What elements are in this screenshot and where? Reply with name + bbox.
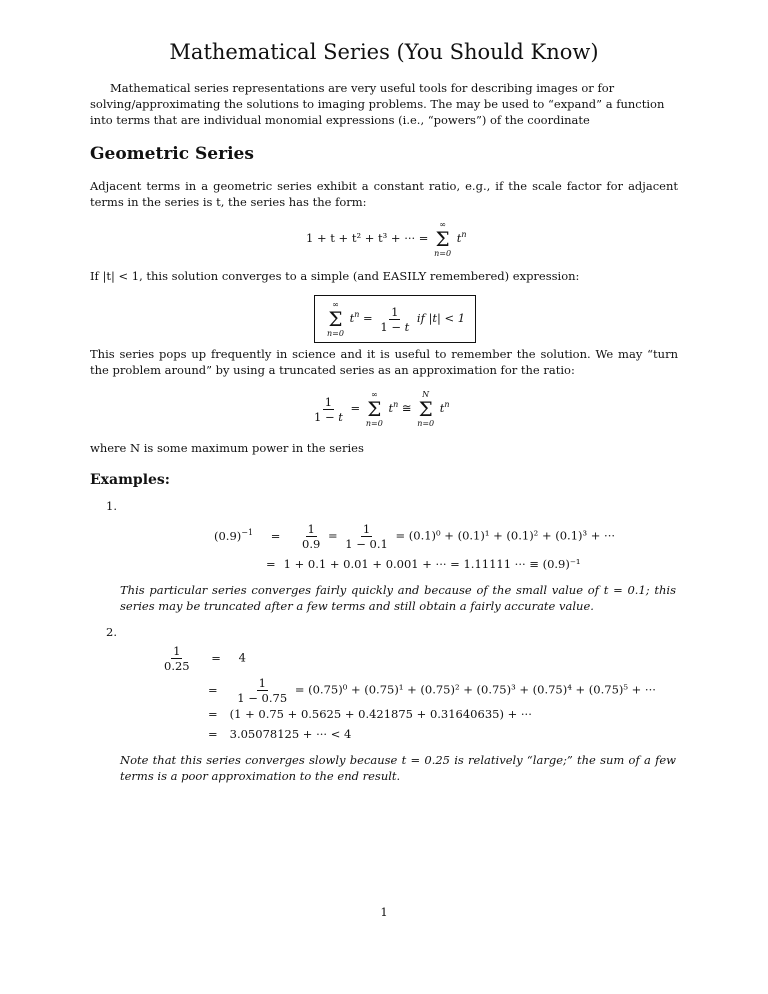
page-title: Mathematical Series (You Should Know): [169, 40, 599, 64]
sum-symbol: ∞ Σ n=0: [434, 220, 452, 258]
example-2-value: 4: [238, 650, 246, 665]
example-2-line-3: = (1 + 0.75 + 0.5625 + 0.421875 + 0.31640635) + ···: [208, 707, 532, 721]
geometric-series-lhs: 1 + t + t² + t³ + ··· =: [306, 231, 429, 245]
fraction: $\frac{1}{1 - 0.1}$: [345, 522, 388, 551]
example-2-expansion: = (0.75)⁰ + (0.75)¹ + (0.75)² + (0.75)³ + (0.75)⁴ + (0.75)⁵ + ···: [294, 682, 656, 697]
page-number: 1: [380, 905, 388, 919]
sum-symbol: N Σ n=0: [417, 390, 435, 428]
fraction: $\frac{1}{1 - t}$: [314, 394, 343, 424]
geometric-series-equation: 1 + t + t² + t³ + ··· = ∞ Σ n=0 $t^n$: [306, 220, 467, 258]
geometric-para-3: This series pops up frequently in science and it is useful to remember the solution. We may “turn the problem around” by using a truncated series as an approximation for the ratio:: [90, 347, 678, 377]
example-2-line-1: $\frac{1}{0.25}$ = 4: [164, 644, 246, 673]
geometric-para-2: If |t| < 1, this solution converges to a simple (and EASILY remembered) expression:: [90, 269, 580, 283]
example-2-line-2: = $\frac{1}{1 - 0.75}$ = (0.75)⁰ + (0.75)¹ + (0.75)² + (0.75)³ + (0.75)⁴ + (0.75)⁵ + ···: [208, 676, 656, 705]
fraction: $\frac{1}{1 - t}$: [380, 304, 410, 334]
example-1-expansion: = (0.1)⁰ + (0.1)¹ + (0.1)² + (0.1)³ + ···: [395, 528, 616, 543]
geometric-para-4: where N is some maximum power in the series: [90, 441, 364, 455]
example-2-number: 2.: [106, 625, 117, 639]
boxed-formula: ∞ Σ n=0 $t^n$ = $\frac{1}{1 - t}$ if |t| < 1: [314, 295, 476, 343]
example-1-line-2: = 1 + 0.1 + 0.01 + 0.001 + ··· = 1.11111 ··· ≡ (0.9)⁻¹: [266, 557, 581, 571]
examples-heading: Examples:: [90, 472, 170, 488]
example-2-note: Note that this series converges slowly because t = 0.25 is relatively “large;” the sum of a few terms is a poor approximation to the end result.: [120, 753, 676, 783]
truncated-series-equation: $\frac{1}{1 - t}$ = ∞ Σ n=0 $t^n$ ≅ N Σ n=0 $t^n$: [314, 390, 450, 428]
boxed-condition: if |t| < 1: [416, 311, 466, 325]
fraction: $\frac{1}{1 - 0.75}$: [237, 676, 288, 705]
example-1-line-1: $(0.9)^{-1}$ = $\frac{1}{0.9}$ = $\frac{1}{1 - 0.1}$ = (0.1)⁰ + (0.1)¹ + (0.1)² + (0.1)³ + ···: [214, 522, 616, 551]
geometric-para-1: Adjacent terms in a geometric series exhibit a constant ratio, e.g., if the scale factor for adjacent terms in the series is t, the series has the form:: [90, 179, 678, 209]
example-1-note: This particular series converges fairly quickly and because of the small value of t = 0.1; this series may be truncated after a few terms and still obtain a fairly accurate value.: [120, 583, 676, 613]
fraction: $\frac{1}{0.25}$: [164, 644, 190, 673]
sum-symbol: ∞ Σ n=0: [327, 300, 344, 338]
example-2-line-4: = 3.05078125 + ··· < 4: [208, 727, 352, 741]
fraction: $\frac{1}{0.9}$: [302, 522, 321, 551]
intro-paragraph: Mathematical series representations are very useful tools for describing images or for solving/approximating the solutions to imaging problems. The may be used to “expand” a function into terms that are individual monomial expressions (i.e., “powers”) of the coordinate: [90, 81, 665, 127]
geometric-series-heading: Geometric Series: [90, 144, 254, 164]
sum-symbol: ∞ Σ n=0: [365, 390, 383, 428]
example-1-lhs: $(0.9)^{-1}$: [214, 527, 254, 543]
example-1-number: 1.: [106, 499, 117, 513]
